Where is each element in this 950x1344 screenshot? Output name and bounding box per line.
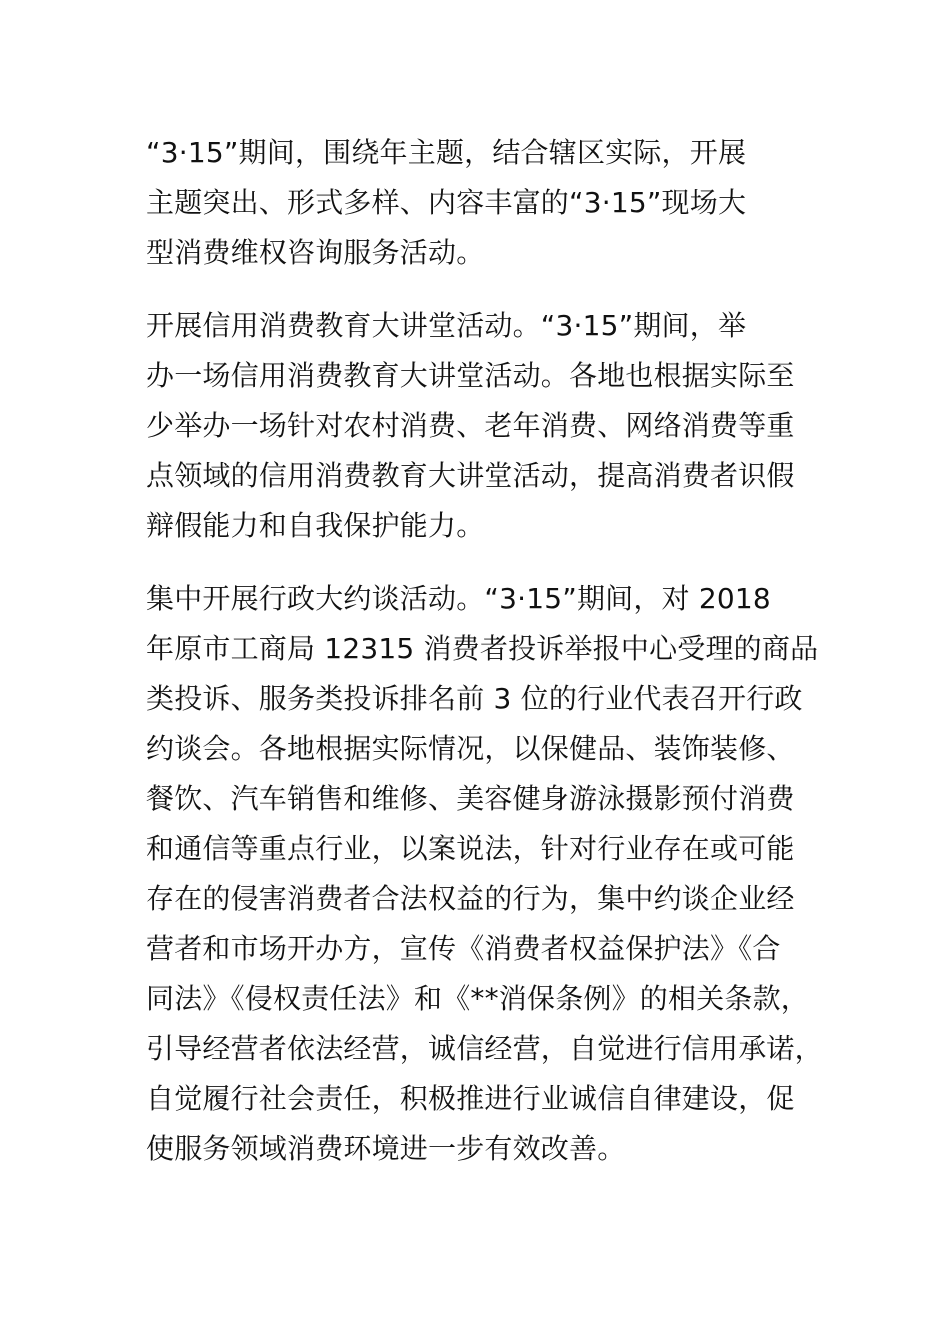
text-line: 办一场信用消费教育大讲堂活动。各地也根据实际至 [146, 359, 795, 392]
text-line: 辩假能力和自我保护能力。 [146, 509, 485, 542]
document-body [146, 128, 823, 1174]
text-line: 引导经营者依法经营，诚信经营，自觉进行信用承诺， [146, 1032, 823, 1065]
text-line: 存在的侵害消费者合法权益的行为，集中约谈企业经 [146, 882, 795, 915]
paragraph-3 [146, 574, 823, 1174]
paragraph-2 [146, 301, 816, 551]
text-line: 餐饮、汽车销售和维修、美容健身游泳摄影预付消费 [146, 782, 795, 815]
paragraph-1 [146, 128, 816, 278]
text-line: 约谈会。各地根据实际情况，以保健品、装饰装修、 [146, 732, 795, 765]
text-line: 型消费维权咨询服务活动。 [146, 236, 485, 269]
text-line: 同法》《侵权责任法》和《**消保条例》的相关条款， [146, 982, 810, 1015]
paragraph-gap [146, 551, 816, 574]
text-line: 和通信等重点行业，以案说法，针对行业存在或可能 [146, 832, 795, 865]
paragraph-gap [146, 278, 816, 301]
text-line: 开展信用消费教育大讲堂活动。“3·15”期间，举 [146, 309, 747, 342]
text-line: 少举办一场针对农村消费、老年消费、网络消费等重 [146, 409, 795, 442]
text-line: 集中开展行政大约谈活动。“3·15”期间，对 2018 [146, 582, 771, 615]
text-line: 主题突出、形式多样、内容丰富的“3·15”现场大 [146, 186, 747, 219]
text-line: 自觉履行社会责任，积极推进行业诚信自律建设，促 [146, 1082, 795, 1115]
text-line: 类投诉、服务类投诉排名前 3 位的行业代表召开行政 [146, 682, 803, 715]
text-line: 使服务领域消费环境进一步有效改善。 [146, 1132, 626, 1165]
text-line: 点领域的信用消费教育大讲堂活动，提高消费者识假 [146, 459, 795, 492]
text-line: 营者和市场开办方，宣传《消费者权益保护法》《合 [146, 932, 781, 965]
text-line: “3·15”期间，围绕年主题，结合辖区实际，开展 [146, 136, 747, 169]
text-line: 年原市工商局 12315 消费者投诉举报中心受理的商品 [146, 632, 819, 665]
